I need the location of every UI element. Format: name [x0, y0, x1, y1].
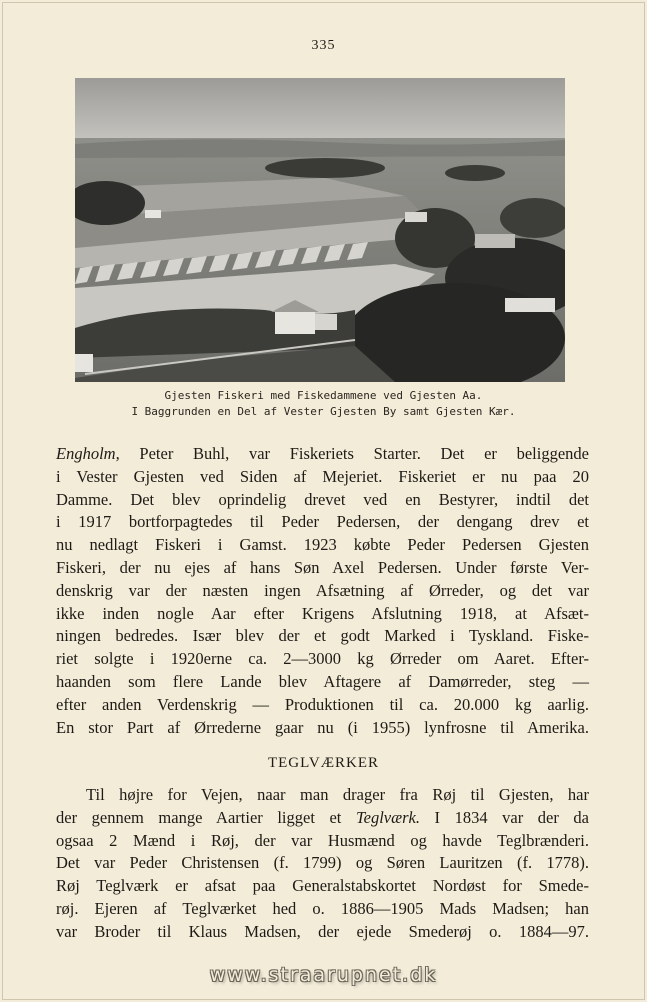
text-line: Til højre for Vejen, naar man drager fra Røj til Gjesten, har [86, 785, 589, 804]
italic-lead: Engholm, [56, 444, 120, 463]
section-heading: TEGLVÆRKER [267, 755, 380, 771]
paragraph-engholm [56, 443, 589, 739]
text-line: En stor Part af Ørrederne gaar nu (i 1955) lynfrosne til Amerika. [56, 717, 589, 737]
italic-term: Teglværk. [355, 807, 420, 827]
text-line: efter anden Verdenskrig — Produktionen til ca. 20.000 kg aarlig. [56, 694, 589, 714]
text-span: Peter Buhl, var Fiskeriets Starter. Det er beliggende [119, 444, 589, 463]
text-line: var Broder til Klaus Madsen, der ejede Smederøj o. 1884—97. [56, 921, 589, 941]
text-line: ogsaa 2 Mænd i Røj, der var Husmænd og havde Teglbrænderi. [56, 830, 589, 850]
text-span: der gennem mange Aartier ligget et [56, 807, 356, 827]
paragraph-teglvaerker [56, 784, 589, 944]
caption-line-2: I Baggrunden en Del af Vester Gjesten By samt Gjesten Kær. [131, 405, 516, 418]
text-line: Røj Teglværk er afsat paa Generalstabskortet Nordøst for Smede- [56, 876, 589, 896]
text-line: riet solgte i 1920erne ca. 2—3000 kg Ørreder om Aaret. Efter- [56, 649, 589, 669]
text-line: Det var Peder Christensen (f. 1799) og Søren Lauritzen (f. 1778). [56, 853, 589, 873]
text-span: I 1834 var der da [419, 807, 589, 827]
text-line [56, 443, 589, 466]
photo-caption [0, 388, 647, 420]
text-line: ikke inden nogle Aar efter Krigens Afslutning 1918, at Afsæt- [56, 603, 589, 623]
caption-line-1: Gjesten Fiskeri med Fiskedammene ved Gjesten Aa. [164, 389, 483, 402]
text-line: nu nedlagt Fiskeri i Gamst. 1923 købte Peder Pedersen Gjesten [56, 535, 589, 555]
text-line: ningen bedredes. Især blev der et godt Marked i Tyskland. Fiske- [56, 626, 589, 646]
text-line: i Vester Gjesten ved Siden af Mejeriet. Fiskeriet er nu paa 20 [56, 466, 589, 486]
text-line [56, 807, 589, 830]
page-number: 335 [311, 38, 336, 53]
website-watermark: www.straarupnet.dk [209, 964, 438, 986]
text-line: røj. Ejeren af Teglværket hed o. 1886—1905 Mads Madsen; han [56, 898, 589, 918]
text-line: Fiskeri, der nu ejes af hans Søn Axel Pedersen. Under første Ver- [56, 557, 589, 577]
text-line: denskrig var der næsten ingen Afsætning af Ørreder, og det var [56, 580, 589, 600]
landscape-photo [75, 78, 565, 382]
text-line: Damme. Det blev oprindelig drevet ved en Bestyrer, indtil det [56, 489, 589, 509]
text-line: haanden som flere Lande blev Aftagere af Damørreder, steg — [56, 671, 589, 691]
text-line: i 1917 bortforpagtedes til Peder Pedersen, der dengang drev et [56, 512, 589, 532]
